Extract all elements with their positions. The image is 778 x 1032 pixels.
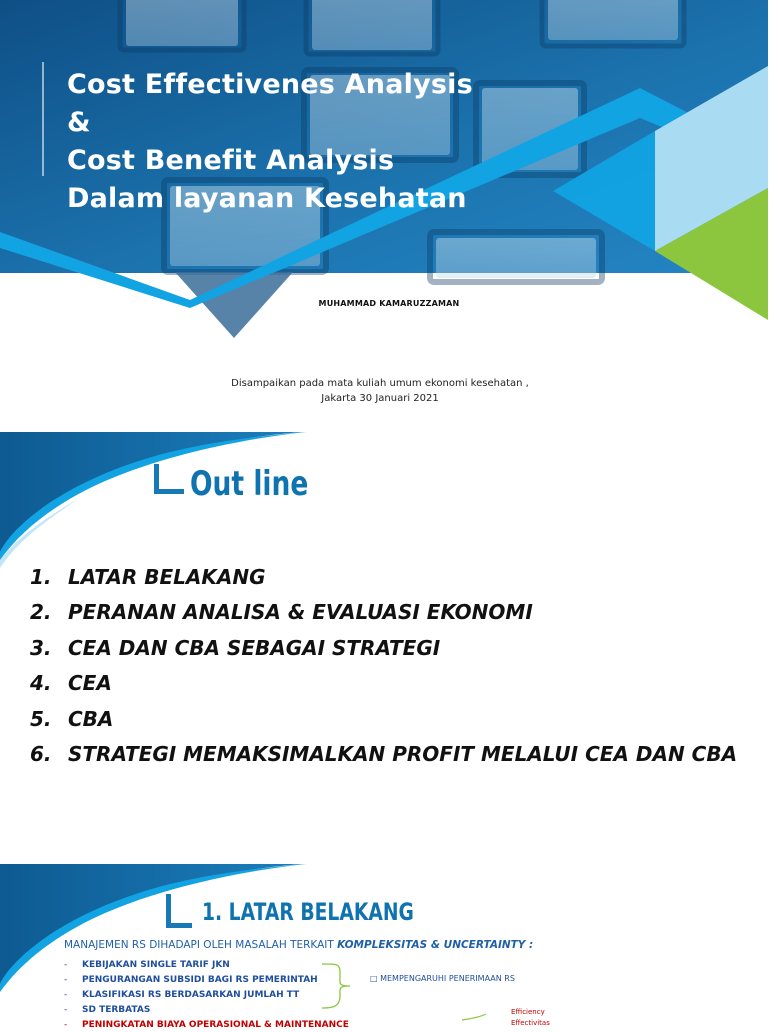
list-item — [30, 630, 750, 666]
title-accent-bar — [42, 62, 44, 176]
intro-prefix: MANAJEMEN RS DIHADAPI OLEH MASALAH TERKAIT — [64, 939, 338, 951]
list-item — [30, 559, 750, 595]
title-line: Cost Benefit Analysis — [67, 145, 395, 176]
list-text: CEA DAN CBA SEBAGAI STRATEGI — [68, 635, 441, 660]
list-number: 6. — [30, 742, 52, 767]
venue-info — [0, 376, 760, 406]
side-labels — [511, 1007, 550, 1029]
list-item — [64, 957, 349, 972]
list-number: 2. — [30, 600, 52, 625]
intro-emphasis: KOMPLEKSITAS & UNCERTAINTY : — [337, 939, 534, 951]
list-item — [64, 1017, 349, 1032]
bullet-text: PENINGKATAN BIAYA OPERASIONAL & MAINTENANCE — [82, 1019, 349, 1030]
list-item — [30, 595, 750, 631]
side-label: Effectivitas — [511, 1019, 550, 1027]
list-item — [64, 972, 349, 987]
venue-line: Jakarta 30 Januari 2021 — [321, 393, 439, 404]
list-item — [30, 666, 750, 702]
slide-title — [67, 66, 587, 218]
intro-text — [64, 939, 533, 951]
list-text: CEA — [68, 671, 112, 696]
author-name: MUHAMMAD KAMARUZZAMAN — [318, 299, 460, 308]
bullet-text: PENGURANGAN SUBSIDI BAGI RS PEMERINTAH — [82, 974, 318, 985]
affects-note: □ MEMPENGARUHI PENERIMAAN RS — [370, 974, 515, 983]
list-number: 3. — [30, 635, 52, 660]
list-item — [64, 1002, 349, 1017]
heading-frame — [154, 464, 184, 494]
outline-slide — [0, 432, 768, 864]
list-number: 4. — [30, 671, 52, 696]
list-text: PERANAN ANALISA & EVALUASI EKONOMI — [68, 600, 533, 625]
list-text: STRATEGI MEMAKSIMALKAN PROFIT MELALUI CEA DAN CBA — [68, 742, 738, 767]
bullet-text: KLASIFIKASI RS BERDASARKAN JUMLAH TT — [82, 989, 300, 1000]
side-label: Efficiency — [511, 1008, 545, 1016]
bullet-dash: - — [64, 989, 68, 1000]
title-line: & — [67, 107, 91, 138]
list-item — [64, 987, 349, 1002]
bullet-dash: - — [64, 974, 68, 985]
title-line: Cost Effectivenes Analysis — [67, 69, 473, 100]
background-slide — [0, 864, 768, 1030]
bullet-dash: - — [64, 1019, 68, 1030]
venue-line: Disampaikan pada mata kuliah umum ekonomi kesehatan , — [231, 378, 529, 389]
bullet-text: KEBIJAKAN SINGLE TARIF JKN — [82, 959, 230, 970]
section-heading: 1. LATAR BELAKANG — [202, 898, 414, 926]
bullet-dash: - — [64, 1004, 68, 1015]
title-slide — [0, 0, 768, 432]
outline-heading: Out line — [190, 464, 309, 504]
heading-frame — [166, 894, 192, 928]
list-item — [30, 737, 750, 773]
list-number: 5. — [30, 706, 52, 731]
list-text: CBA — [68, 706, 114, 731]
title-line: Dalam layanan Kesehatan — [67, 183, 467, 214]
bullet-dash: - — [64, 959, 68, 970]
bullet-text: SD TERBATAS — [82, 1004, 151, 1015]
list-item — [30, 701, 750, 737]
outline-list — [30, 559, 750, 772]
list-text: LATAR BELAKANG — [68, 564, 266, 589]
issue-list — [64, 957, 349, 1032]
list-number: 1. — [30, 564, 52, 589]
